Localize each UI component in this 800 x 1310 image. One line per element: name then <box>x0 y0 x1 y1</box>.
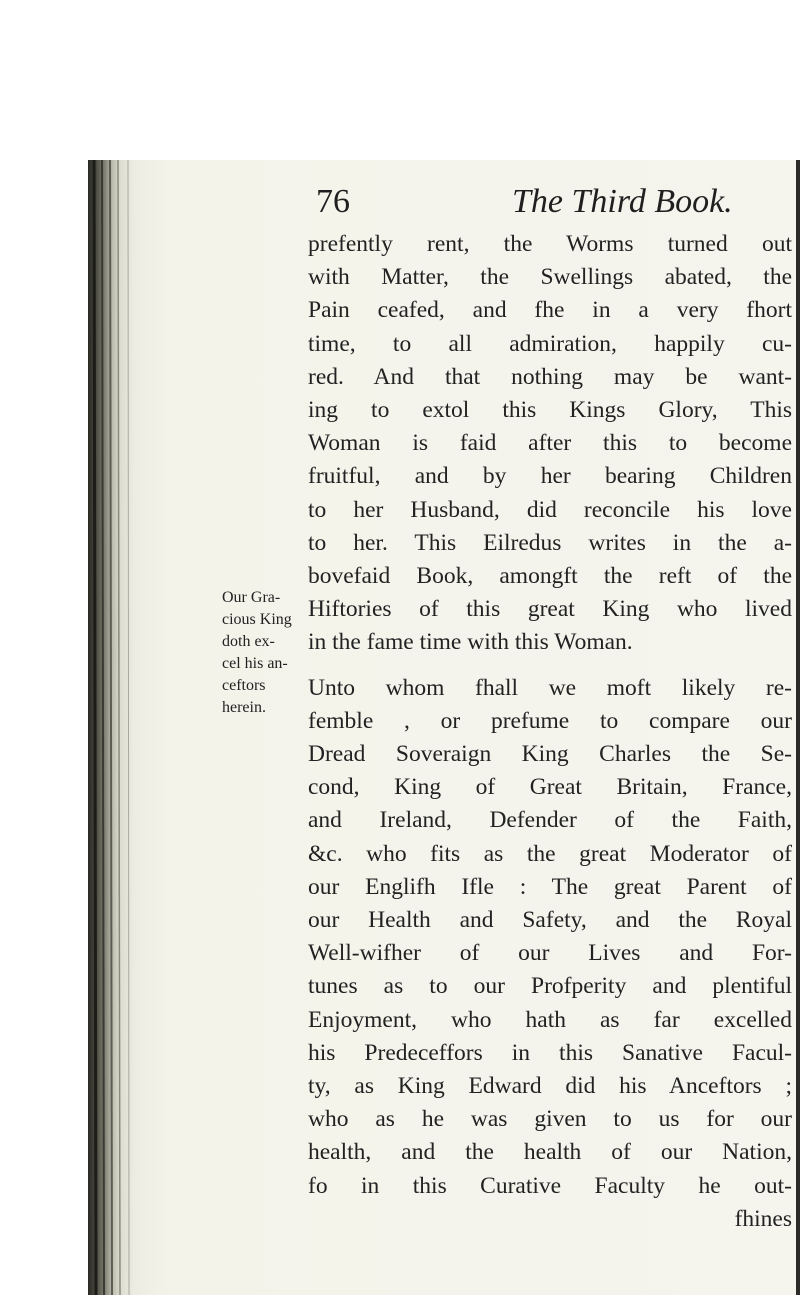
margin-note-line: herein. <box>222 699 266 716</box>
margin-note-line: doth ex- <box>222 633 275 650</box>
text-line: with Matter, the Swellings abated, the <box>308 264 792 291</box>
page-header <box>316 183 776 223</box>
text-line: to her Husband, did reconcile his love <box>308 496 792 523</box>
text-line: Enjoyment, who hath as far excelled <box>308 1006 792 1033</box>
margin-note-line: ceftors <box>222 677 266 694</box>
text-line: ty, as King Edward did his Anceftors ; <box>308 1073 792 1100</box>
text-line: tunes as to our Profperity and plentiful <box>308 973 792 1000</box>
page-edge <box>796 160 800 1295</box>
text-line: cond, King of Great Britain, France, <box>308 774 792 801</box>
text-line: femble , or prefume to compare our <box>308 707 792 734</box>
text-line: ing to extol this Kings Glory, This <box>308 397 792 424</box>
running-title: The Third Book. <box>512 183 733 220</box>
text-line: who as he was given to us for our <box>308 1106 792 1133</box>
text-line: Hiftories of this great King who lived <box>308 596 792 623</box>
text-line: bovefaid Book, amongft the reft of the <box>308 563 792 590</box>
text-line: our Englifh Ifle : The great Parent of <box>308 873 792 900</box>
margin-note-line: Our Gra- <box>222 589 281 606</box>
text-line: health, and the health of our Nation, <box>308 1139 792 1166</box>
text-line: fo in this Curative Faculty he out- <box>308 1172 792 1199</box>
margin-note-line: cious King <box>222 611 292 628</box>
text-line: fruitful, and by her bearing Children <box>308 463 792 490</box>
text-line: &c. who fits as the great Moderator of <box>308 840 792 867</box>
text-line: Unto whom fhall we moft likely re- <box>308 674 792 701</box>
margin-note-line: cel his an- <box>222 655 288 672</box>
text-line: in the fame time with this Woman. <box>308 629 633 656</box>
page-number: 76 <box>316 183 350 220</box>
margin-note <box>222 587 308 719</box>
text-line: Pain ceafed, and fhe in a very fhort <box>308 297 792 324</box>
text-line: his Predeceffors in this Sanative Facul- <box>308 1039 792 1066</box>
text-line: prefently rent, the Worms turned out <box>308 231 792 257</box>
binding-gutter <box>88 160 152 1295</box>
paragraph-2 <box>308 672 792 1236</box>
catchword: fhines <box>734 1205 792 1232</box>
text-line: Well-wifher of our Lives and For- <box>308 940 792 967</box>
text-line: and Ireland, Defender of the Faith, <box>308 807 792 834</box>
text-line: red. And that nothing may be want- <box>308 363 792 390</box>
text-line: to her. This Eilredus writes in the a- <box>308 529 792 556</box>
body-text <box>308 228 792 1236</box>
text-line: our Health and Safety, and the Royal <box>308 907 792 934</box>
text-line: Dread Soveraign King Charles the Se- <box>308 741 792 768</box>
paragraph-1 <box>308 228 792 660</box>
text-line: time, to all admiration, happily cu- <box>308 330 792 357</box>
text-line: Woman is faid after this to become <box>308 430 792 457</box>
